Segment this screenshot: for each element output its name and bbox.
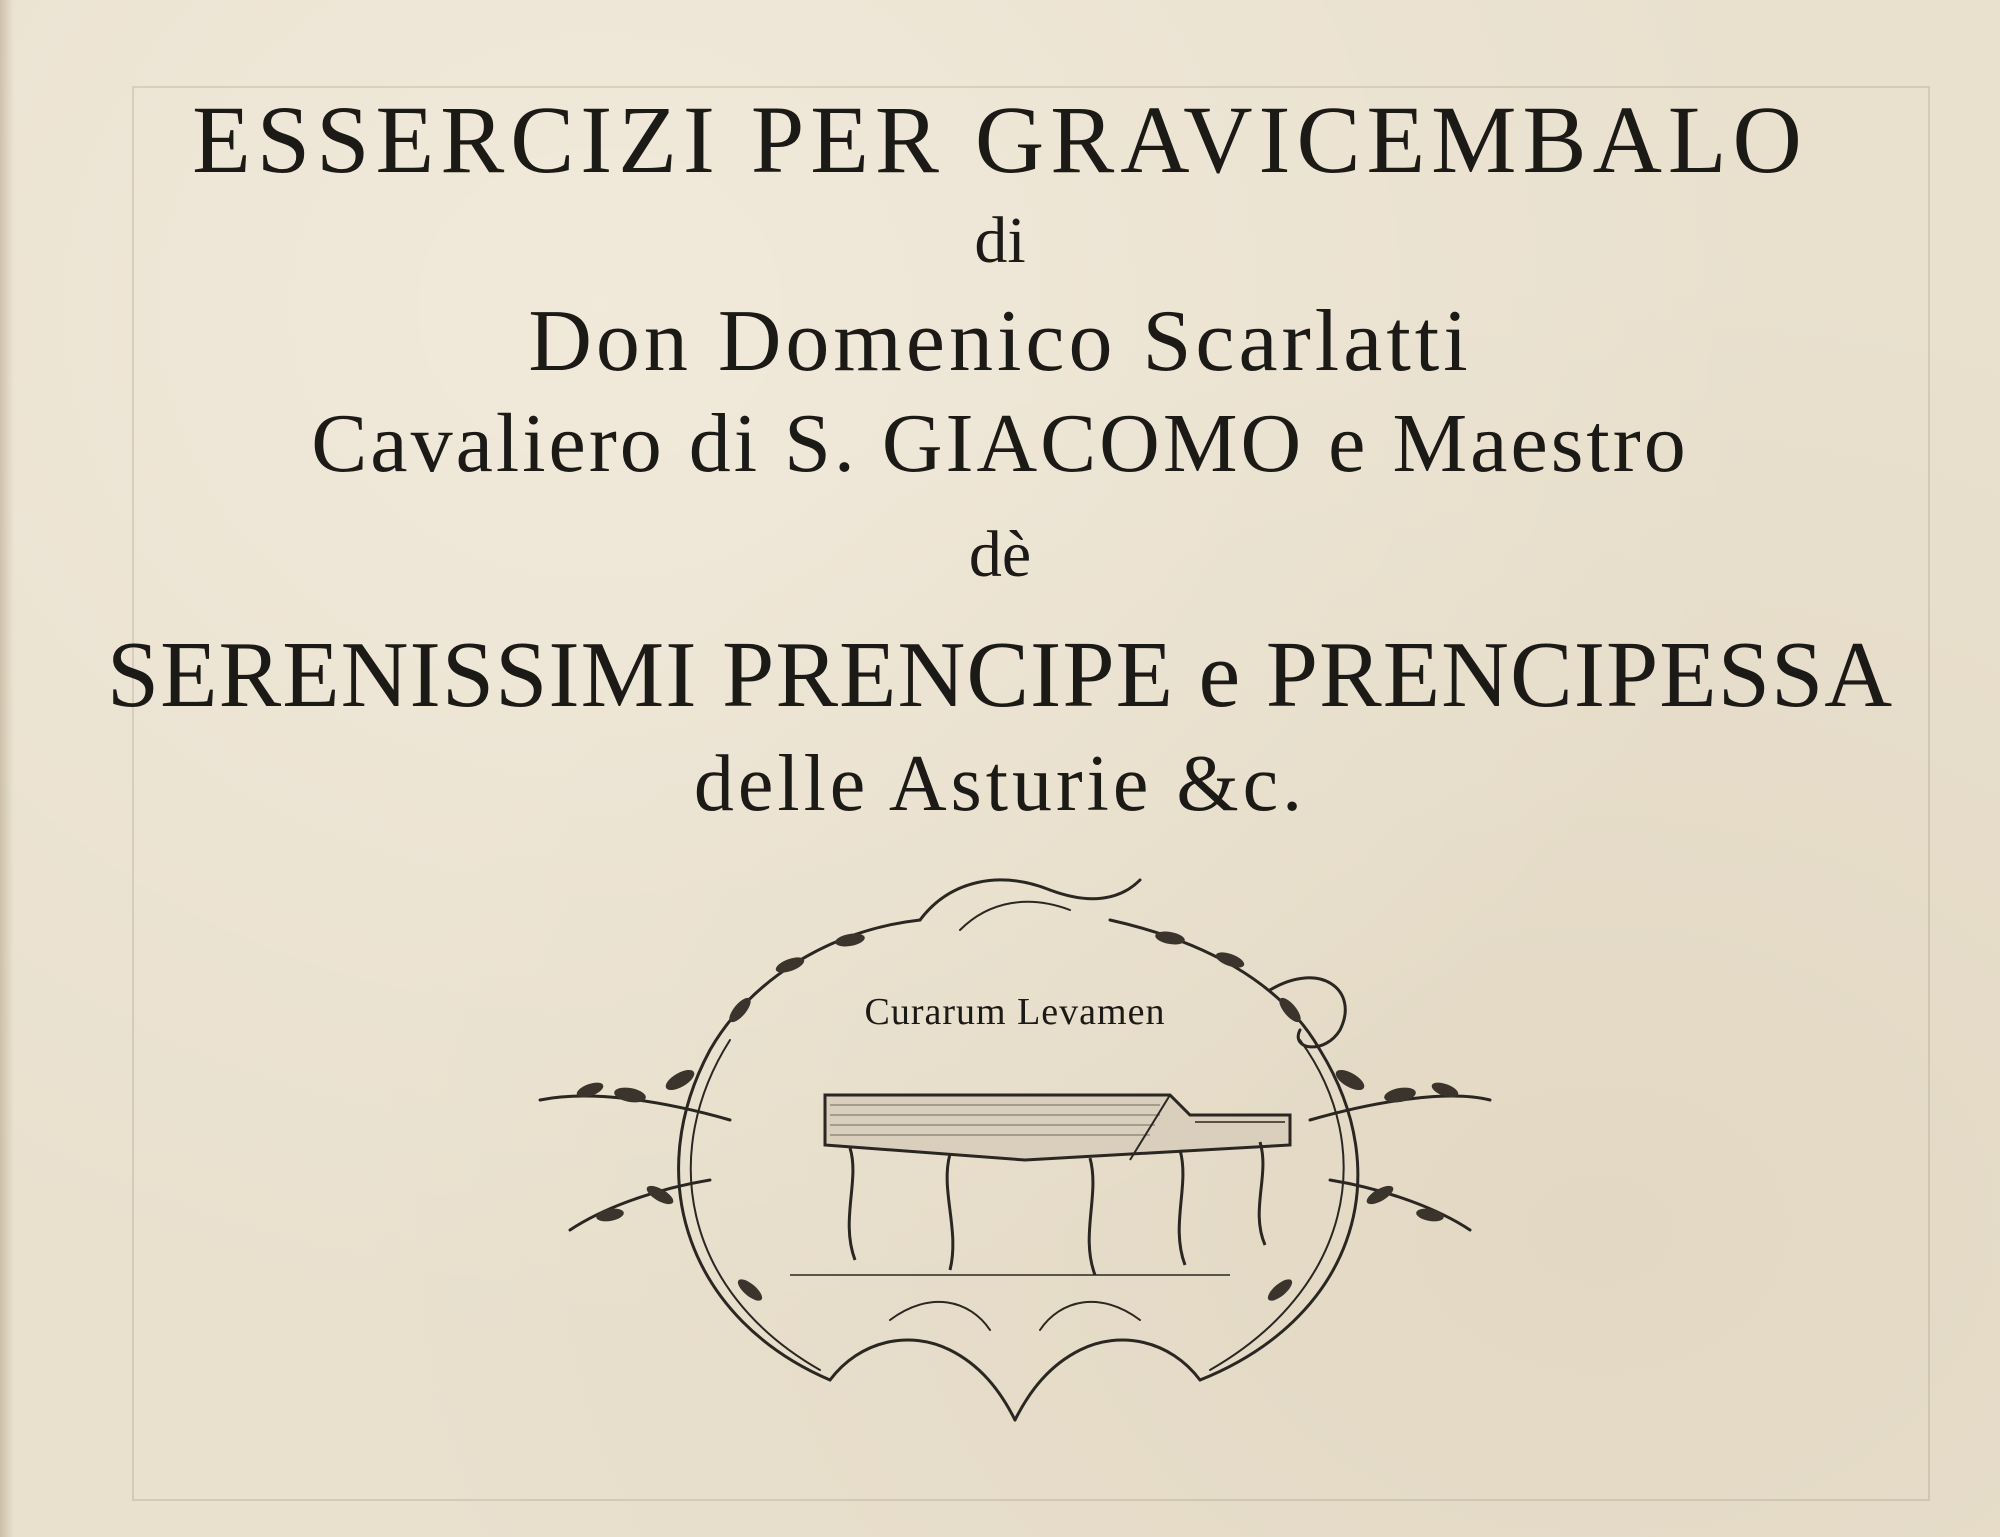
patrons-line: SERENISSIMI PRENCIPE e PRENCIPESSA xyxy=(106,623,1894,727)
of-line: dè xyxy=(968,518,1032,591)
emblem-motto: Curarum Levamen xyxy=(864,991,1166,1033)
composer-title: Cavaliero di S. GIACOMO e Maestro xyxy=(311,397,1689,490)
patrons-region: delle Asturie &c. xyxy=(693,740,1307,828)
work-title: ESSERCIZI PER GRAVICEMBALO xyxy=(192,86,1808,193)
composer-name: Don Domenico Scarlatti xyxy=(528,293,1472,390)
by-line: di xyxy=(974,204,1026,277)
harpsichord-in-wreath-cartouche-icon xyxy=(530,850,1500,1430)
